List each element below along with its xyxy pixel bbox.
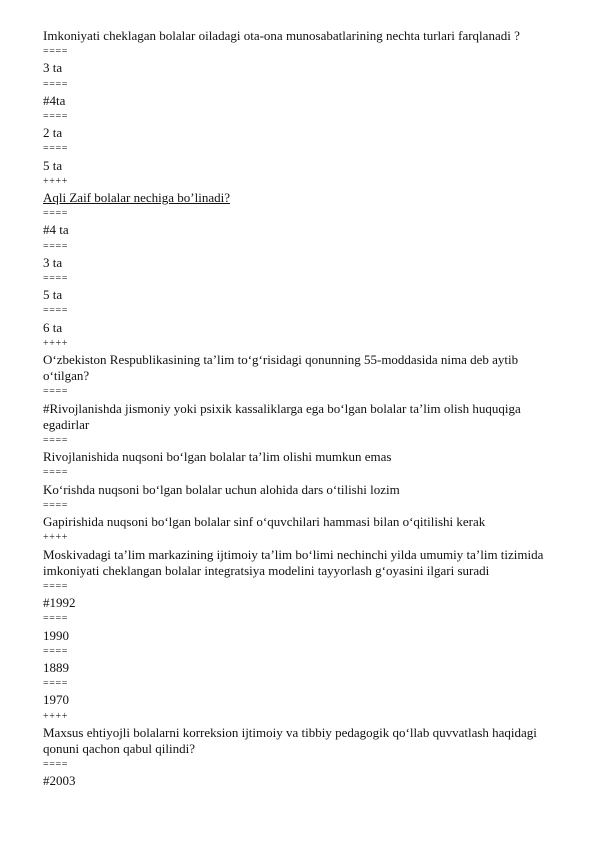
- separator-line: ====: [43, 240, 68, 252]
- separator-line: ====: [43, 499, 68, 511]
- question-text: Moskivadagi ta’lim markazining ijtimoiy ta’lim bo‘limi nechinchi yilda umumiy ta’lim tizimida imkoniyati cheklangan bolalar integratsiya modelini tayyorlash g‘oyasini ilgari suradi: [43, 546, 544, 578]
- answer-option: 3 ta: [43, 60, 63, 76]
- separator-line: ++++: [43, 337, 68, 349]
- answer-option: Gapirishida nuqsoni bo‘lgan bolalar sinf o‘quvchilari hammasi bilan o‘qitilishi kerak: [43, 514, 486, 530]
- answer-option: 1990: [43, 627, 69, 643]
- separator-line: ++++: [43, 532, 68, 544]
- separator-line: ====: [43, 46, 68, 58]
- answer-option: 5 ta: [43, 157, 63, 173]
- answer-option: #1992: [43, 595, 76, 611]
- separator-line: ====: [43, 759, 68, 771]
- answer-option: Rivojlanishida nuqsoni bo‘lgan bolalar ta’lim olishi mumkun emas: [43, 449, 392, 465]
- separator-line: ++++: [43, 175, 68, 187]
- answer-option: 1889: [43, 659, 69, 675]
- separator-line: ====: [43, 613, 68, 625]
- answer-option: #Rivojlanishda jismoniy yoki psixik kassaliklarga ega bo‘lgan bolalar ta’lim olish huquqiga egadirlar: [43, 400, 521, 432]
- separator-line: ====: [43, 273, 68, 285]
- separator-line: ====: [43, 467, 68, 479]
- separator-line: ====: [43, 435, 68, 447]
- answer-option: 1970: [43, 692, 69, 708]
- answer-option: #2003: [43, 773, 76, 789]
- separator-line: ====: [43, 143, 68, 155]
- question-text: Aqli Zaif bolalar nechiga bo’linadi?: [43, 190, 230, 206]
- answer-option: #4 ta: [43, 222, 69, 238]
- answer-option: 5 ta: [43, 287, 63, 303]
- separator-line: ====: [43, 386, 68, 398]
- question-text: Imkoniyati cheklagan bolalar oiladagi ota-ona munosabatlarining nechta turlari farqlanadi ?: [43, 28, 520, 43]
- separator-line: ====: [43, 208, 68, 220]
- answer-option: 6 ta: [43, 319, 63, 335]
- separator-line: ====: [43, 645, 68, 657]
- separator-line: ====: [43, 78, 68, 90]
- separator-line: ====: [43, 678, 68, 690]
- separator-line: ++++: [43, 710, 68, 722]
- answer-option: #4ta: [43, 92, 66, 108]
- question-text: O‘zbekiston Respublikasining ta’lim to‘g‘risidagi qonunning 55-moddasida nima deb aytib o‘tilgan?: [43, 352, 519, 384]
- answer-option: 2 ta: [43, 125, 63, 141]
- answer-option: Ko‘rishda nuqsoni bo‘lgan bolalar uchun alohida dars o‘tilishi lozim: [43, 481, 400, 497]
- separator-line: ====: [43, 305, 68, 317]
- separator-line: ====: [43, 111, 68, 123]
- answer-option: 3 ta: [43, 254, 63, 270]
- separator-line: ====: [43, 580, 68, 592]
- question-text: Maxsus ehtiyojli bolalarni korreksion ijtimoiy va tibbiy pedagogik qo‘llab quvvatlash haqidagi qonuni qachon qabul qilindi?: [43, 724, 537, 756]
